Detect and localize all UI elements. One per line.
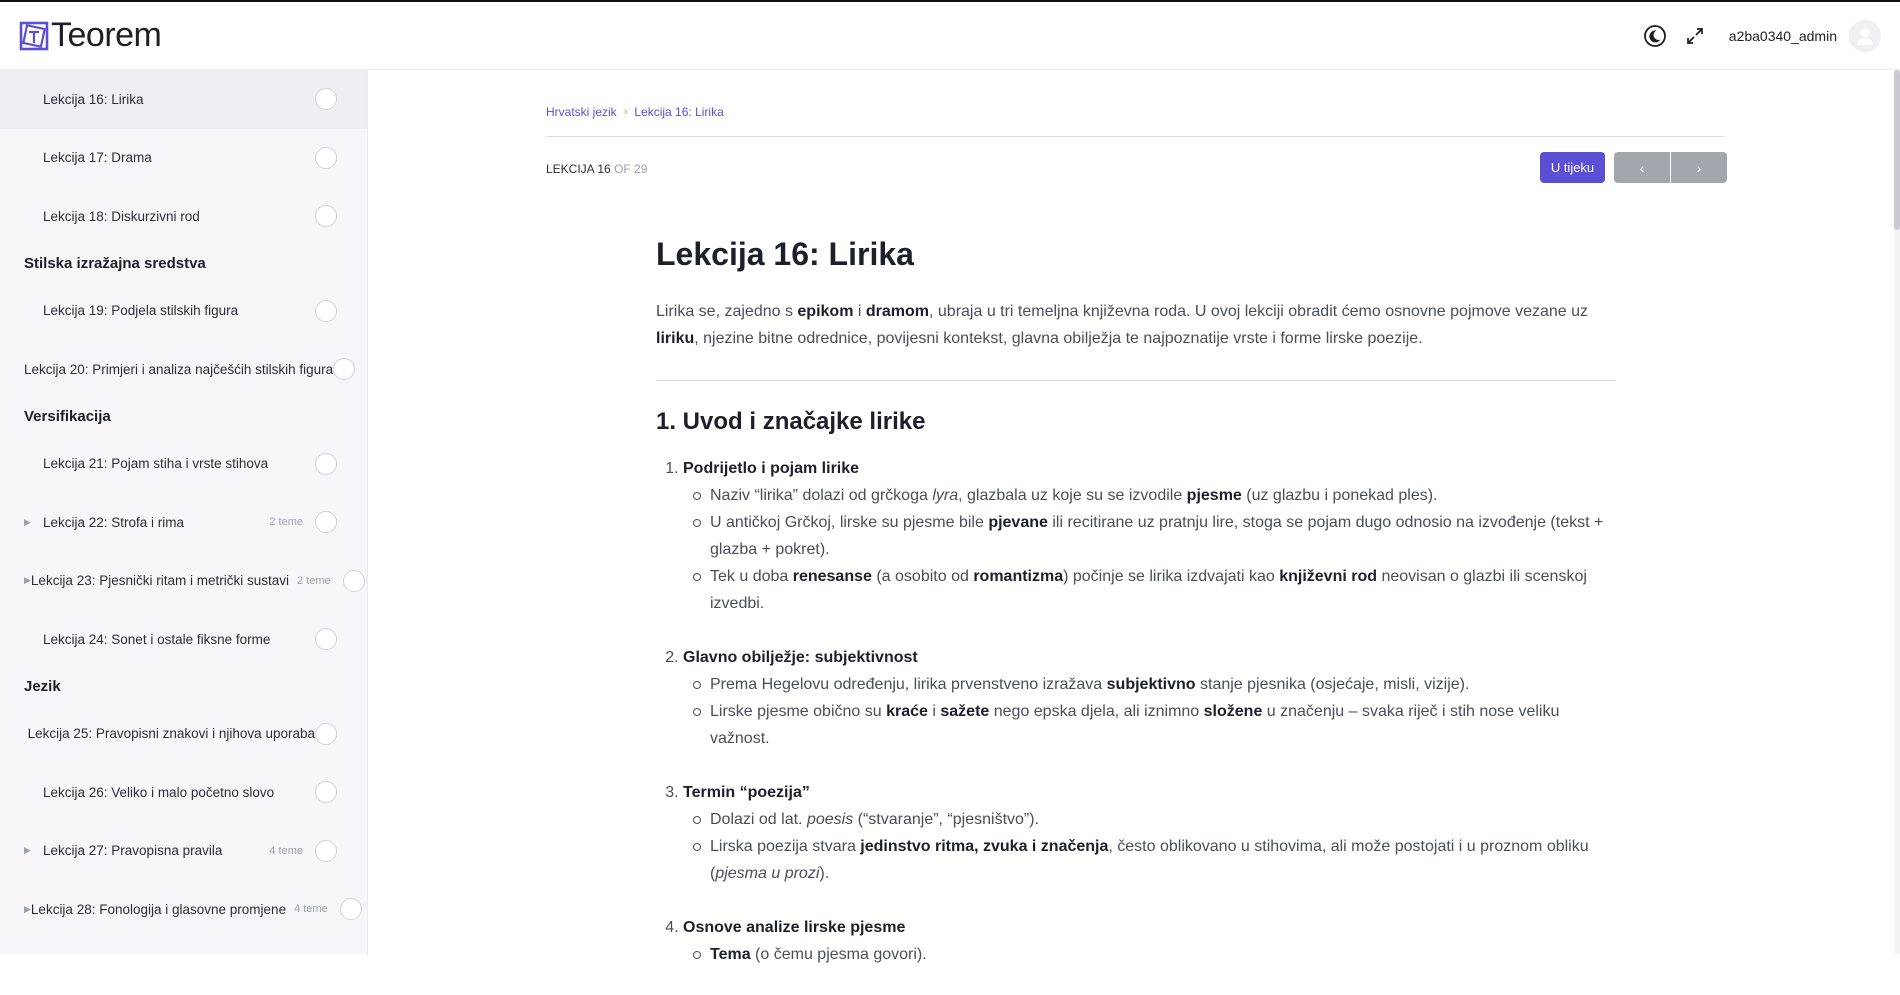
text-run: U antičkoj Grčkoj, lirske su pjesme bile <box>710 514 989 531</box>
lesson-sidebar <box>0 70 368 954</box>
topic-count-badge: 2 teme <box>297 574 331 587</box>
breadcrumb-separator-icon: › <box>623 106 628 118</box>
completion-circle-icon[interactable] <box>315 511 337 533</box>
topic-count-badge: 2 teme <box>269 516 303 529</box>
sidebar-lesson-item[interactable] <box>0 435 367 494</box>
text-run: , njezine bitne odrednice, povijesni kontekst, glavna obilježja te najpoznatije vrste i forme lirske poezije. <box>694 330 1423 347</box>
completion-circle-icon[interactable] <box>315 205 337 227</box>
brand-name: Teorem <box>51 16 162 54</box>
text-run: ) počinje se lirika izdvajati kao <box>1063 568 1280 585</box>
key-point-bullets <box>683 941 1616 968</box>
text-run: Lirske pjesme obično su <box>710 703 887 720</box>
text-run: , ubraja u tri temeljna književna roda. U ovoj lekciji obradit ćemo osnovne pojmove vezane uz <box>929 303 1589 320</box>
text-run: i <box>853 303 866 320</box>
sidebar-lesson-label: Lekcija 26: Veliko i malo početno slovo <box>43 784 275 800</box>
completion-circle-icon[interactable] <box>315 453 337 475</box>
key-points-list <box>656 455 1616 968</box>
text-run: Tek u doba <box>710 568 793 585</box>
user-avatar[interactable] <box>1849 20 1881 52</box>
sidebar-lesson-item[interactable] <box>0 822 367 881</box>
bold-text: romantizma <box>973 568 1064 585</box>
text-run: stanje pjesnika (osjećaje, misli, vizije). <box>1195 676 1470 693</box>
key-point-title: Podrijetlo i pojam lirike <box>683 460 860 477</box>
key-point-bullets <box>683 671 1616 752</box>
fullscreen-icon[interactable] <box>1681 22 1709 50</box>
dark-mode-toggle-icon[interactable] <box>1641 22 1669 50</box>
bold-text: Tema <box>710 946 751 963</box>
bold-text: liriku <box>656 330 695 347</box>
text-run: Naziv “lirika” dolazi od grčkoga <box>710 487 933 504</box>
text-run: i <box>927 703 941 720</box>
text-run: Lirika se, zajedno s <box>656 303 798 320</box>
bullet-item <box>710 671 1616 698</box>
breadcrumb-course-link[interactable]: Hrvatski jezik <box>546 105 617 119</box>
key-point-title: Termin “poezija” <box>683 784 810 801</box>
sidebar-lesson-item[interactable] <box>0 880 367 939</box>
key-point <box>683 455 1616 617</box>
bold-text: složene <box>1203 703 1263 720</box>
sidebar-lesson-label: Lekcija 18: Diskurzivni rod <box>43 208 200 224</box>
sidebar-section-heading: Stilska izražajna sredstva <box>24 255 206 272</box>
completion-circle-icon[interactable] <box>343 570 365 592</box>
completion-circle-icon[interactable] <box>315 840 337 862</box>
user-icon <box>1854 25 1876 47</box>
lesson-title: Lekcija 16: Lirika <box>656 236 914 272</box>
text-run: ili recitirane uz pratnju lire, stoga se pojam dugo odnosio na izvođenje (tekst + glazba + pokret). <box>710 514 1604 558</box>
bold-text: književni rod <box>1279 568 1377 585</box>
lesson-total: OF 29 <box>614 162 648 176</box>
text-run: Lirska poezija stvara <box>710 838 861 855</box>
topic-count-badge: 4 teme <box>294 903 328 916</box>
text-run: , često oblikovano u stihovima, ali može postojati i u proznom obliku ( <box>710 838 1589 882</box>
sidebar-lesson-item[interactable] <box>0 705 367 764</box>
expand-triangle-icon[interactable]: ▶ <box>24 575 31 586</box>
sidebar-lesson-item[interactable] <box>0 610 367 669</box>
lesson-number: LEKCIJA 16 <box>546 162 611 176</box>
text-run: (uz glazbu i ponekad ples). <box>1241 487 1438 504</box>
bold-text: kraće <box>886 703 928 720</box>
sidebar-lesson-item[interactable] <box>0 282 367 341</box>
next-lesson-button[interactable]: › <box>1671 152 1727 183</box>
key-point-bullets <box>683 482 1616 617</box>
text-run: u značenju – svaka riječ i stih nose veliku važnost. <box>710 703 1560 747</box>
expand-triangle-icon[interactable]: ▶ <box>24 903 31 914</box>
text-run: (“stvaranje”, “pjesništvo”). <box>853 811 1040 828</box>
sidebar-lesson-item[interactable] <box>0 70 367 129</box>
bold-text: pjevane <box>988 514 1048 531</box>
text-run: Prema Hegelovu određenju, lirika prvenstveno izražava <box>710 676 1107 693</box>
sidebar-lesson-item[interactable] <box>0 129 367 188</box>
sidebar-lesson-label: Lekcija 27: Pravopisna pravila <box>43 843 223 859</box>
lesson-article <box>656 230 1616 995</box>
bold-text: subjektivno <box>1106 676 1196 693</box>
sidebar-lesson-label: Lekcija 28: Fonologija i glasovne promjene <box>30 901 287 917</box>
completion-circle-icon[interactable] <box>315 88 337 110</box>
text-run: nego epska djela, ali iznimno <box>989 703 1204 720</box>
scrollbar-thumb[interactable] <box>1894 70 1900 230</box>
bold-text: pjesme <box>1186 487 1242 504</box>
sidebar-lesson-item[interactable] <box>0 340 367 399</box>
bold-text: dramom <box>865 303 929 320</box>
sidebar-lesson-item[interactable] <box>0 763 367 822</box>
bullet-item <box>710 941 1616 968</box>
lesson-counter <box>546 162 647 176</box>
bold-text: epikom <box>797 303 854 320</box>
divider <box>546 136 1724 137</box>
sidebar-lesson-item[interactable] <box>0 187 367 246</box>
top-bar <box>0 0 1900 70</box>
expand-triangle-icon[interactable]: ▶ <box>24 516 31 527</box>
completion-circle-icon[interactable] <box>315 147 337 169</box>
previous-lesson-button[interactable]: ‹ <box>1614 152 1670 183</box>
key-point-bullets <box>683 806 1616 887</box>
completion-circle-icon[interactable] <box>333 358 355 380</box>
breadcrumb-lesson-link[interactable]: Lekcija 16: Lirika <box>634 105 724 119</box>
text-run: (a osobito od <box>871 568 974 585</box>
key-point <box>683 644 1616 752</box>
italic-text: pjesma u prozi <box>715 865 820 882</box>
sidebar-lesson-label: Lekcija 23: Pjesnički ritam i metrički sustavi <box>30 573 289 589</box>
article-divider <box>656 380 1616 381</box>
key-point <box>683 914 1616 968</box>
sidebar-lesson-label: Lekcija 19: Podjela stilskih figura <box>43 303 239 319</box>
sidebar-lesson-label: Lekcija 25: Pravopisni znakovi i njihova uporaba <box>27 726 315 742</box>
text-run: (o čemu pjesma govori). <box>750 946 927 963</box>
completion-circle-icon[interactable] <box>315 781 337 803</box>
teorem-logo-icon <box>19 21 49 51</box>
bold-text: sažete <box>940 703 990 720</box>
sidebar-lesson-label: Lekcija 22: Strofa i rima <box>43 514 185 530</box>
key-point-title: Glavno obilježje: subjektivnost <box>683 649 918 666</box>
breadcrumb <box>546 105 724 119</box>
bullet-item <box>710 698 1616 752</box>
username[interactable]: a2ba0340_admin <box>1728 27 1837 44</box>
lesson-status-button[interactable]: U tijeku <box>1540 152 1605 183</box>
expand-triangle-icon[interactable]: ▶ <box>24 845 31 856</box>
sidebar-lesson-label: Lekcija 24: Sonet i ostale fiksne forme <box>43 631 271 647</box>
bullet-item <box>710 509 1616 563</box>
lesson-intro <box>656 298 1616 352</box>
bold-text: jedinstvo ritma, zvuka i značenja <box>860 838 1109 855</box>
completion-circle-icon[interactable] <box>315 723 337 745</box>
topic-count-badge: 4 teme <box>269 844 303 857</box>
sidebar-lesson-label: Lekcija 21: Pojam stiha i vrste stihova <box>43 456 269 472</box>
bold-text: renesanse <box>792 568 872 585</box>
sidebar-section-heading: Versifikacija <box>24 408 111 425</box>
bullet-item <box>710 482 1616 509</box>
sidebar-lesson-label: Lekcija 17: Drama <box>43 150 152 166</box>
bullet-item <box>710 563 1616 617</box>
italic-text: poesis <box>806 811 854 828</box>
key-point-title: Osnove analize lirske pjesme <box>683 919 906 936</box>
text-run: , glazbala uz koje su se izvodile <box>958 487 1187 504</box>
bullet-item <box>710 806 1616 833</box>
completion-circle-icon[interactable] <box>315 628 337 650</box>
sidebar-lesson-label: Lekcija 16: Lirika <box>43 91 144 107</box>
sidebar-lesson-item[interactable] <box>0 552 367 611</box>
completion-circle-icon[interactable] <box>340 898 362 920</box>
text-run: neovisan o glazbi ili scenskoj izvedbi. <box>710 568 1587 612</box>
text-run: ). <box>819 865 830 882</box>
bullet-item <box>710 833 1616 887</box>
italic-text: lyra <box>932 487 959 504</box>
completion-circle-icon[interactable] <box>315 300 337 322</box>
sidebar-section-heading: Jezik <box>24 678 61 695</box>
sidebar-lesson-label: Lekcija 20: Primjeri i analiza najčešćih stilskih figura <box>24 361 334 377</box>
sidebar-lesson-item[interactable] <box>0 493 367 552</box>
text-run: Dolazi od lat. <box>710 811 807 828</box>
brand-logo[interactable] <box>19 16 161 55</box>
section-heading: 1. Uvod i značajke lirike <box>656 408 926 435</box>
lesson-content <box>369 70 1900 963</box>
key-point <box>683 779 1616 887</box>
